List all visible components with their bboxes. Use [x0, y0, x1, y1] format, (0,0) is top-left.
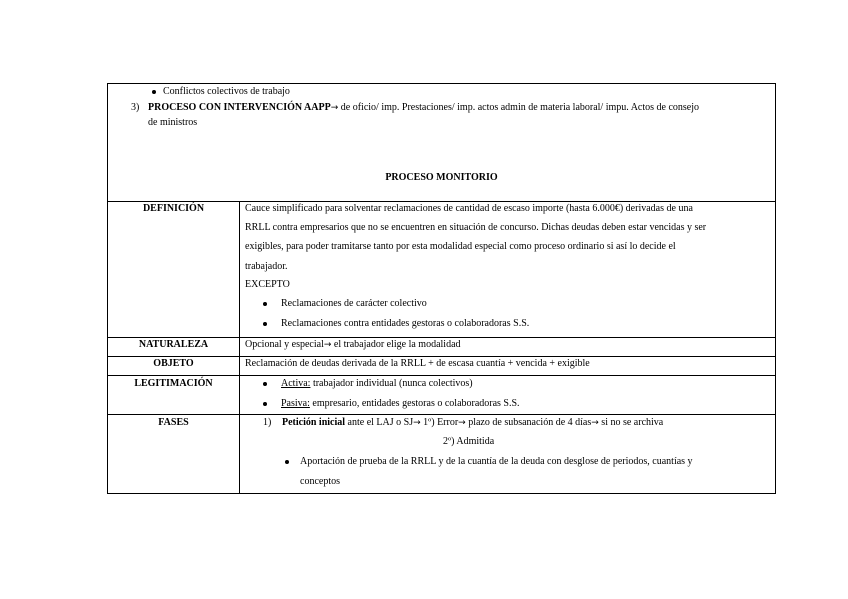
section-title: PROCESO MONITORIO: [385, 172, 498, 183]
pasiva-line: [281, 398, 520, 410]
peticion-a: ante el LAJ o SJ: [345, 417, 414, 428]
peticion-b: 1º) Error: [420, 417, 459, 428]
fases-bullet-line-1: Aportación de prueba de la RRLL y de la cuantía de la deuda con desglose de periodos, cuantías y: [300, 456, 693, 467]
pasiva-text: empresario, entidades gestoras o colaboradoras S.S.: [309, 398, 520, 409]
arrow-icon: →: [458, 418, 466, 428]
definicion-line-2: RRLL contra empresarios que no se encuentren en situación de concurso. Dichas deudas deben estar vencidas y ser: [245, 222, 707, 233]
bullet-icon: [263, 322, 267, 326]
peticion-bold: Petición inicial: [282, 417, 346, 428]
row-divider: [107, 201, 776, 202]
row-divider: [107, 414, 776, 415]
admitida-line: 2º) Admitida: [443, 436, 495, 447]
row-divider: [107, 337, 776, 338]
definicion-line-3: exigibles, para poder tramitarse tanto por esta modalidad especial como proceso ordinario si así lo decide el: [245, 241, 676, 252]
numbered-marker: 3): [131, 102, 140, 113]
definicion-line-1: Cauce simplificado para solventar reclamaciones de cantidad de escaso importe (hasta 6.000€) derivadas de una: [245, 203, 693, 214]
bullet-icon: [285, 460, 289, 464]
bullet-icon: [263, 302, 267, 306]
row-label-legitimacion: LEGITIMACIÓN: [134, 378, 213, 389]
activa-label: Activa:: [281, 378, 311, 389]
row-divider: [107, 356, 776, 357]
activa-text: trabajador individual (nunca colectivos): [310, 378, 473, 389]
naturaleza-text-a: Opcional y especial: [245, 339, 324, 350]
peticion-line: [282, 417, 663, 429]
bullet-icon: [263, 402, 267, 406]
bullet-item: Conflictos colectivos de trabajo: [163, 86, 290, 97]
fases-bullet-line-2: conceptos: [300, 476, 340, 487]
table-frame: [107, 83, 776, 494]
excepto-bullet-1: Reclamaciones de carácter colectivo: [281, 298, 427, 309]
peticion-c: plazo de subsanación de 4 días: [465, 417, 592, 428]
bullet-icon: [263, 382, 267, 386]
aapp-bold: PROCESO CON INTERVENCIÓN AAPP: [148, 102, 331, 113]
row-label-objeto: OBJETO: [153, 358, 194, 369]
arrow-icon: →: [413, 418, 421, 428]
arrow-icon: →: [591, 418, 599, 428]
naturaleza-text: [245, 339, 461, 351]
row-label-fases: FASES: [158, 417, 189, 428]
pasiva-label: Pasiva:: [281, 398, 310, 409]
fases-marker: 1): [263, 417, 272, 428]
excepto-heading: EXCEPTO: [245, 279, 290, 290]
aapp-continuation: de ministros: [148, 117, 198, 128]
row-label-definicion: DEFINICIÓN: [142, 203, 205, 214]
arrow-icon: →: [330, 103, 339, 113]
row-label-naturaleza: NATURALEZA: [138, 339, 209, 350]
arrow-icon: →: [323, 340, 332, 350]
aapp-rest: de oficio/ imp. Prestaciones/ imp. actos admin de materia laboral/ impu. Actos de consejo: [338, 102, 700, 113]
peticion-d: si no se archiva: [598, 417, 664, 428]
activa-line: [281, 378, 473, 390]
naturaleza-text-b: el trabajador elige la modalidad: [331, 339, 461, 350]
excepto-bullet-2: Reclamaciones contra entidades gestoras o colaboradoras S.S.: [281, 318, 530, 329]
definicion-line-4: trabajador.: [245, 261, 288, 272]
row-divider: [107, 375, 776, 376]
aapp-line: [148, 102, 699, 114]
objeto-text: Reclamación de deudas derivada de la RRLL + de escasa cuantía + vencida + exigible: [245, 358, 590, 369]
bullet-icon: [152, 90, 156, 94]
column-divider: [239, 201, 240, 494]
